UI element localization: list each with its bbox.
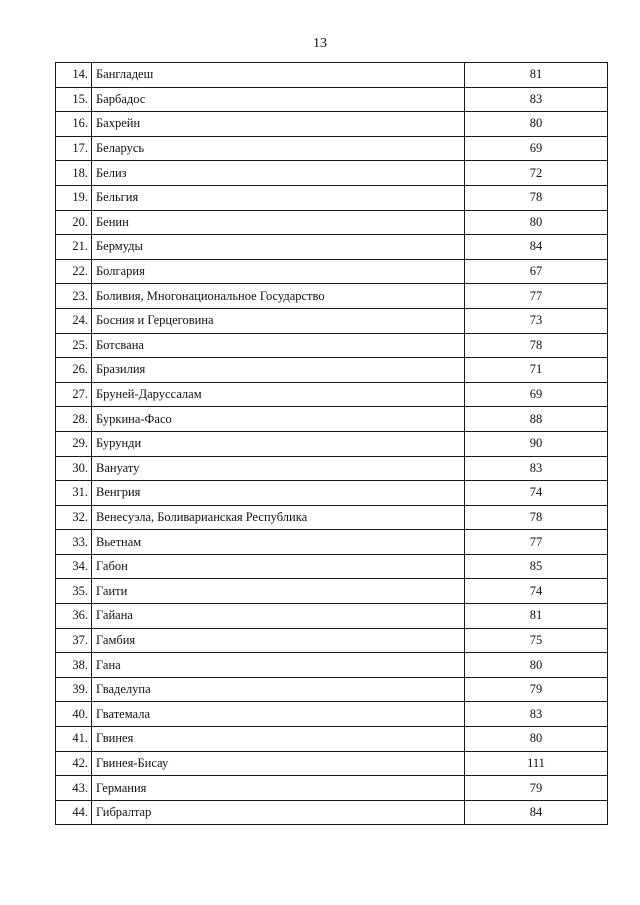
country-name-cell: Венесуэла, Боливарианская Республика: [92, 505, 465, 530]
row-number-cell: 40.: [56, 702, 92, 727]
value-cell: 81: [465, 63, 608, 88]
country-name-cell: Вьетнам: [92, 530, 465, 555]
table-row: [56, 505, 608, 530]
value-cell: 72: [465, 161, 608, 186]
country-name-cell: Беларусь: [92, 136, 465, 161]
value-cell: 85: [465, 554, 608, 579]
row-number-cell: 34.: [56, 554, 92, 579]
value-cell: 67: [465, 259, 608, 284]
country-name-cell: Ботсвана: [92, 333, 465, 358]
value-cell: 84: [465, 235, 608, 260]
country-name-cell: Босния и Герцеговина: [92, 308, 465, 333]
value-cell: 78: [465, 185, 608, 210]
country-name-cell: Барбадос: [92, 87, 465, 112]
country-name-cell: Гамбия: [92, 628, 465, 653]
country-name-cell: Гвинея-Бисау: [92, 751, 465, 776]
value-cell: 83: [465, 702, 608, 727]
country-name-cell: Гваделупа: [92, 677, 465, 702]
row-number-cell: 15.: [56, 87, 92, 112]
country-name-cell: Гаити: [92, 579, 465, 604]
value-cell: 111: [465, 751, 608, 776]
value-cell: 80: [465, 727, 608, 752]
value-cell: 88: [465, 407, 608, 432]
value-cell: 83: [465, 456, 608, 481]
value-cell: 79: [465, 677, 608, 702]
value-cell: 69: [465, 382, 608, 407]
row-number-cell: 43.: [56, 776, 92, 801]
country-name-cell: Бруней-Даруссалам: [92, 382, 465, 407]
table-row: [56, 112, 608, 137]
table-row: [56, 677, 608, 702]
row-number-cell: 33.: [56, 530, 92, 555]
country-name-cell: Бенин: [92, 210, 465, 235]
country-name-cell: Гвинея: [92, 727, 465, 752]
value-cell: 81: [465, 604, 608, 629]
table-row: [56, 751, 608, 776]
table-row: [56, 87, 608, 112]
value-cell: 74: [465, 481, 608, 506]
value-cell: 77: [465, 530, 608, 555]
table-row: [56, 63, 608, 88]
row-number-cell: 36.: [56, 604, 92, 629]
value-cell: 79: [465, 776, 608, 801]
value-cell: 80: [465, 112, 608, 137]
value-cell: 80: [465, 210, 608, 235]
table-row: [56, 259, 608, 284]
row-number-cell: 39.: [56, 677, 92, 702]
table-row: [56, 702, 608, 727]
row-number-cell: 14.: [56, 63, 92, 88]
row-number-cell: 18.: [56, 161, 92, 186]
table-row: [56, 579, 608, 604]
country-name-cell: Бурунди: [92, 431, 465, 456]
country-name-cell: Гибралтар: [92, 800, 465, 825]
row-number-cell: 17.: [56, 136, 92, 161]
row-number-cell: 29.: [56, 431, 92, 456]
value-cell: 78: [465, 505, 608, 530]
table-row: [56, 653, 608, 678]
country-name-cell: Германия: [92, 776, 465, 801]
country-name-cell: Боливия, Многонациональное Государство: [92, 284, 465, 309]
country-name-cell: Белиз: [92, 161, 465, 186]
table-row: [56, 554, 608, 579]
country-name-cell: Бахрейн: [92, 112, 465, 137]
row-number-cell: 24.: [56, 308, 92, 333]
row-number-cell: 23.: [56, 284, 92, 309]
page-number: 13: [313, 36, 327, 51]
row-number-cell: 26.: [56, 358, 92, 383]
table-row: [56, 382, 608, 407]
value-cell: 69: [465, 136, 608, 161]
country-name-cell: Гайана: [92, 604, 465, 629]
country-name-cell: Габон: [92, 554, 465, 579]
row-number-cell: 28.: [56, 407, 92, 432]
row-number-cell: 19.: [56, 185, 92, 210]
value-cell: 84: [465, 800, 608, 825]
table-row: [56, 185, 608, 210]
value-cell: 74: [465, 579, 608, 604]
row-number-cell: 32.: [56, 505, 92, 530]
country-name-cell: Бермуды: [92, 235, 465, 260]
table-row: [56, 800, 608, 825]
table-row: [56, 308, 608, 333]
value-cell: 75: [465, 628, 608, 653]
row-number-cell: 21.: [56, 235, 92, 260]
row-number-cell: 16.: [56, 112, 92, 137]
row-number-cell: 35.: [56, 579, 92, 604]
table-row: [56, 431, 608, 456]
row-number-cell: 30.: [56, 456, 92, 481]
value-cell: 90: [465, 431, 608, 456]
value-cell: 83: [465, 87, 608, 112]
table-row: [56, 161, 608, 186]
row-number-cell: 41.: [56, 727, 92, 752]
country-name-cell: Буркина-Фасо: [92, 407, 465, 432]
table-row: [56, 481, 608, 506]
row-number-cell: 37.: [56, 628, 92, 653]
country-name-cell: Бельгия: [92, 185, 465, 210]
value-cell: 80: [465, 653, 608, 678]
value-cell: 77: [465, 284, 608, 309]
row-number-cell: 38.: [56, 653, 92, 678]
table-row: [56, 136, 608, 161]
value-cell: 73: [465, 308, 608, 333]
country-name-cell: Бразилия: [92, 358, 465, 383]
country-name-cell: Венгрия: [92, 481, 465, 506]
country-name-cell: Гватемала: [92, 702, 465, 727]
table-row: [56, 530, 608, 555]
table-row: [56, 235, 608, 260]
country-table: [55, 62, 608, 825]
country-name-cell: Болгария: [92, 259, 465, 284]
table-row: [56, 456, 608, 481]
row-number-cell: 42.: [56, 751, 92, 776]
country-name-cell: Бангладеш: [92, 63, 465, 88]
row-number-cell: 44.: [56, 800, 92, 825]
value-cell: 78: [465, 333, 608, 358]
table-row: [56, 628, 608, 653]
table-row: [56, 284, 608, 309]
table-row: [56, 604, 608, 629]
table-row: [56, 727, 608, 752]
row-number-cell: 25.: [56, 333, 92, 358]
table-row: [56, 776, 608, 801]
row-number-cell: 31.: [56, 481, 92, 506]
row-number-cell: 22.: [56, 259, 92, 284]
value-cell: 71: [465, 358, 608, 383]
country-name-cell: Вануату: [92, 456, 465, 481]
table-row: [56, 210, 608, 235]
table-row: [56, 407, 608, 432]
table-body: [56, 63, 608, 825]
country-name-cell: Гана: [92, 653, 465, 678]
table-row: [56, 358, 608, 383]
row-number-cell: 27.: [56, 382, 92, 407]
table-row: [56, 333, 608, 358]
row-number-cell: 20.: [56, 210, 92, 235]
